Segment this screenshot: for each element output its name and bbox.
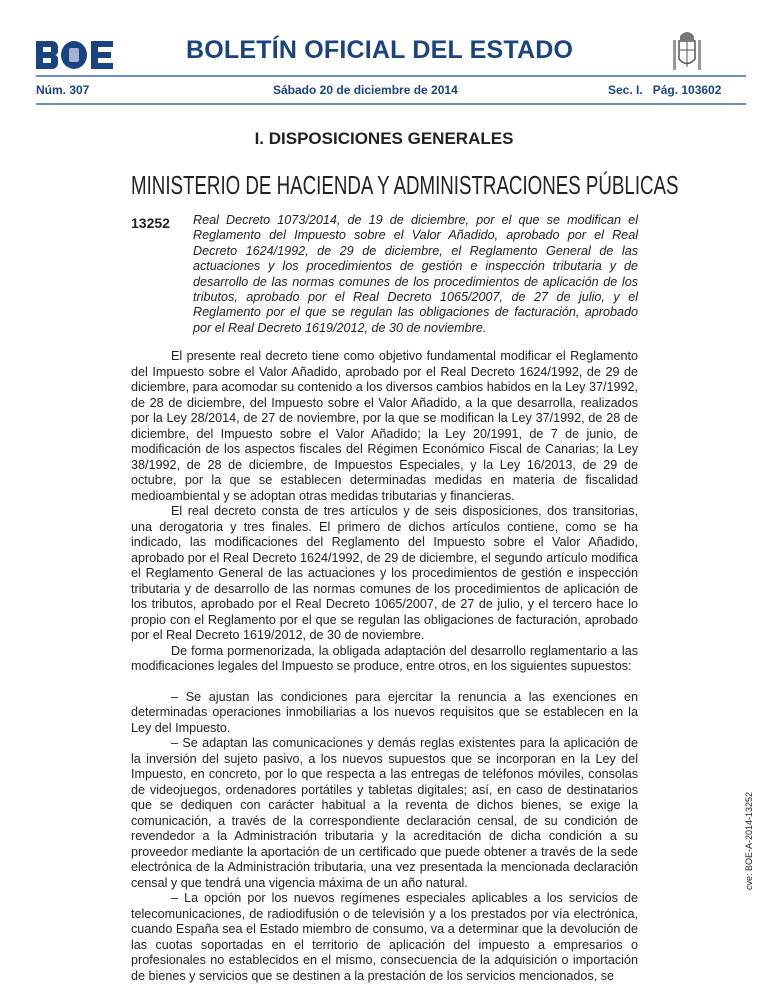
section-page: Sec. I. Pág. 103602: [608, 83, 722, 97]
paragraph: El presente real decreto tiene como objetivo fundamental modificar el Reglamento del Impuesto sobre el Valor Añadido, aprobado por el Real Decreto 1624/1992, de 29 de diciembre, para acomodar su contenido a los diversos cambios habidos en la Ley 37/1992, de 28 de diciembre, del Impuesto sobre el Valor Añadido, a la que desarrolla, realizados por la Ley 28/2014, de 27 de noviembre, por la que se modifican la Ley 37/1992, de 28 de diciembre, del Impuesto sobre el Valor Añadido; la Ley 20/1991, de 7 de junio, de modificación de los aspectos fiscales del Régimen Económico Fiscal de Canarias; la Ley 38/1992, de 28 de diciembre, de Impuestos Especiales, y la Ley 16/2013, de 29 de octubre, por la que se establecen determinadas medidas en materia de fiscalidad medioambiental y se adoptan otras medidas tributarias y financieras.: [131, 349, 638, 503]
paragraph: El real decreto consta de tres artículos y de seis disposiciones, dos transitorias, una derogatoria y tres finales. El primero de dichos artículos contiene, como se ha indicado, las modificaciones del Reglamento del Impuesto sobre el Valor Añadido, aprobado por el Real Decreto 1624/1992, de 29 de diciembre, el segundo artículo modifica el Reglamento General de las actuaciones y los procedimientos de gestión e inspección tributaria y de desarrollo de las normas comunes de los procedimientos de aplicación de los tributos, aprobado por el Real Decreto 1065/2007, de 27 de julio, y el tercero hace lo propio con el Reglamento por el que se regulan las obligaciones de facturación, aprobado por el Real Decreto 1619/2012, de 30 de noviembre.: [131, 504, 638, 642]
paragraph: De forma pormenorizada, la obligada adaptación del desarrollo reglamentario a las modificaciones legales del Impuesto se produce, entre otros, en los siguientes supuestos:: [131, 643, 638, 673]
list-item: – Se adaptan las comunicaciones y demás reglas existentes para la aplicación de la inversión del sujeto pasivo, a los nuevos supuestos que se incorporan en la Ley del Impuesto, en concreto, por lo que respecta a las entregas de teléfonos móviles, consolas de videojuegos, ordenadores portátiles y tabletas digitales; así, en caso de destinatarios que se dediquen con carácter habitual a la reventa de dichos bienes, se exige la comunicación, a través de la correspondiente declaración censal, de su condición de revendedor a la Administración tributaria y la acreditación de dicha condición a su proveedor mediante la aportación de un certificado que puede obtener a través de la sede electrónica de la Administración tributaria, una vez presentada la mencionada declaración censal y que tendrá una vigencia máxima de un año natural.: [131, 736, 638, 890]
list-item: – La opción por los nuevos regímenes especiales aplicables a los servicios de telecomunicaciones, de radiodifusión o de televisión y a los prestados por vía electrónica, cuando España sea el Estado miembro de consumo, va a determinar que la devolución de las cuotas soportadas en el territorio de aplicación del impuesto a empresarios o profesionales no establecidos en el mismo, consecuencia de la adquisición o importación de bienes y servicios que se destinen a la prestación de los servicios mencionados, se: [131, 891, 638, 983]
list-item: – Se ajustan las condiciones para ejercitar la renuncia a las exenciones en determinadas operaciones inmobiliarias a los nuevos requisitos que se establecen en la Ley del Impuesto.: [131, 689, 638, 735]
header-rule-top: [36, 75, 746, 77]
document-body: [131, 349, 638, 984]
entry-number: 13252: [131, 215, 170, 231]
entry-summary: Real Decreto 1073/2014, de 19 de diciembre, por el que se modifican el Reglamento del Impuesto sobre el Valor Añadido, aprobado por el Real Decreto 1624/1992, de 29 de diciembre, el Reglamento General de las actuaciones y los procedimientos de gestión e inspección tributaria y de desarrollo de las normas comunes de los procedimientos de aplicación de los tributos, aprobado por el Real Decreto 1065/2007, de 27 de julio, y el Reglamento por el que se regulan las obligaciones de facturación, aprobado por el Real Decreto 1619/2012, de 30 de noviembre.: [193, 213, 638, 335]
publication-title: BOLETÍN OFICIAL DEL ESTADO: [186, 36, 574, 64]
issue-date: Sábado 20 de diciembre de 2014: [273, 83, 458, 97]
boe-logo: [36, 41, 113, 69]
ministry-heading: MINISTERIO DE HACIENDA Y ADMINISTRACIONES PÚBLICAS: [131, 170, 679, 200]
cve-identifier: cve: BOE-A-2014-13252: [744, 791, 754, 890]
coat-of-arms-icon: [670, 28, 704, 74]
section-title: I. DISPOSICIONES GENERALES: [254, 129, 514, 148]
header-rule-bottom: [36, 103, 746, 105]
issue-number: Núm. 307: [36, 83, 90, 97]
